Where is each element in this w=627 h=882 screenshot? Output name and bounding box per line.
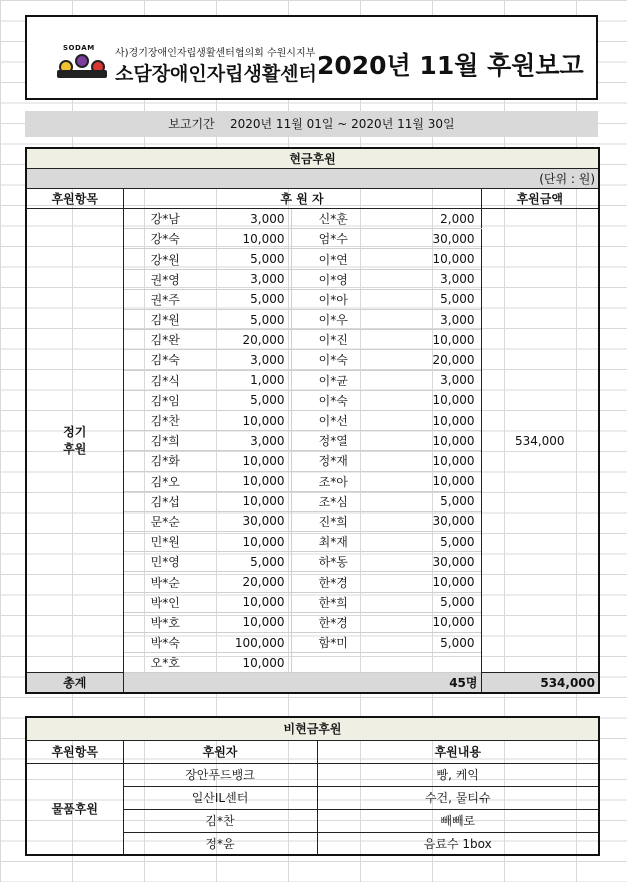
cash-section-title: 현금후원 — [26, 148, 599, 168]
report-period: 보고기간 2020년 11월 01일 ~ 2020년 11월 30일 — [25, 111, 598, 137]
donor-name: 박*순 — [123, 572, 207, 592]
donor-amount: 10,000 — [207, 653, 291, 673]
donor-amount: 10,000 — [375, 451, 481, 471]
donor-amount: 20,000 — [375, 350, 481, 370]
donor-amount: 3,000 — [207, 431, 291, 451]
donor-name: 오*호 — [123, 653, 207, 673]
donor-name: 조*아 — [291, 471, 375, 491]
donor-amount: 5,000 — [375, 633, 481, 653]
donor-name: 김*원 — [123, 310, 207, 330]
donor-name: 한*경 — [291, 572, 375, 592]
donor-amount: 10,000 — [375, 612, 481, 632]
noncash-content: 수건, 물티슈 — [317, 786, 599, 809]
noncash-content: 음료수 1box — [317, 832, 599, 855]
organization-logo — [55, 42, 315, 94]
donor-amount: 100,000 — [207, 633, 291, 653]
donor-amount: 5,000 — [207, 552, 291, 572]
organization-subtitle: 사)경기장애인자립생활센터협의회 수원시지부 — [115, 48, 316, 59]
logo-wordmark: SODAM — [63, 44, 95, 52]
donor-name: 권*주 — [123, 289, 207, 309]
donor-amount: 10,000 — [375, 431, 481, 451]
donor-name: 김*섭 — [123, 491, 207, 511]
donor-amount: 10,000 — [375, 471, 481, 491]
noncash-donor: 장안푸드뱅크 — [123, 763, 317, 786]
donor-name: 강*남 — [123, 209, 207, 229]
donor-amount: 3,000 — [375, 370, 481, 390]
donor-amount: 3,000 — [207, 350, 291, 370]
donor-name: 강*원 — [123, 249, 207, 269]
donor-amount: 1,000 — [207, 370, 291, 390]
donor-name: 강*숙 — [123, 229, 207, 249]
donor-name: 진*희 — [291, 511, 375, 531]
donor-name: 최*재 — [291, 532, 375, 552]
donor-amount: 10,000 — [207, 612, 291, 632]
donor-name: 김*식 — [123, 370, 207, 390]
column-header-item: 후원항목 — [26, 188, 123, 208]
donor-name: 문*순 — [123, 511, 207, 531]
donor-amount: 5,000 — [207, 390, 291, 410]
donor-name: 정*재 — [291, 451, 375, 471]
unit-label: (단위 : 원) — [26, 168, 599, 188]
donor-name: 김*숙 — [123, 350, 207, 370]
donor-amount: 10,000 — [207, 229, 291, 249]
donor-name: 한*경 — [291, 612, 375, 632]
organization-name: 소담장애인자립생활센터 — [115, 63, 317, 85]
category-goods-donation: 물품후원 — [26, 763, 123, 855]
donor-name: 이*선 — [291, 410, 375, 430]
noncash-header-donor: 후원자 — [123, 740, 317, 763]
noncash-header-content: 후원내용 — [317, 740, 599, 763]
donor-name: 박*숙 — [123, 633, 207, 653]
donor-name: 박*호 — [123, 612, 207, 632]
donor-amount: 5,000 — [375, 289, 481, 309]
donor-name: 엄*수 — [291, 229, 375, 249]
donor-name: 이*진 — [291, 330, 375, 350]
donor-name: 이*연 — [291, 249, 375, 269]
total-row — [26, 673, 599, 693]
donor-amount: 10,000 — [207, 491, 291, 511]
donor-amount — [375, 653, 481, 673]
column-header-donor: 후 원 자 — [123, 188, 481, 208]
donor-name: 이*숙 — [291, 390, 375, 410]
donor-amount: 10,000 — [207, 471, 291, 491]
donor-amount: 10,000 — [375, 249, 481, 269]
noncash-donor: 일산IL센터 — [123, 786, 317, 809]
donor-name: 신*훈 — [291, 209, 375, 229]
donor-amount: 10,000 — [207, 592, 291, 612]
donor-amount: 10,000 — [207, 451, 291, 471]
donor-amount: 3,000 — [207, 269, 291, 289]
donor-amount: 5,000 — [207, 249, 291, 269]
donor-name: 이*균 — [291, 370, 375, 390]
noncash-content: 빵, 케익 — [317, 763, 599, 786]
donor-amount: 30,000 — [207, 511, 291, 531]
donor-name — [291, 653, 375, 673]
donor-amount: 10,000 — [375, 390, 481, 410]
donor-amount: 5,000 — [207, 310, 291, 330]
donor-amount: 30,000 — [375, 229, 481, 249]
donor-amount: 5,000 — [375, 592, 481, 612]
donor-name: 하*동 — [291, 552, 375, 572]
donor-amount: 2,000 — [375, 209, 481, 229]
total-amount: 534,000 — [481, 673, 599, 693]
donor-name: 박*인 — [123, 592, 207, 612]
donor-amount: 5,000 — [375, 532, 481, 552]
donor-amount: 3,000 — [375, 269, 481, 289]
donor-amount: 10,000 — [375, 410, 481, 430]
donor-amount: 10,000 — [375, 572, 481, 592]
noncash-content: 빼빼로 — [317, 809, 599, 832]
category-regular-donation: 정기 후원 — [26, 209, 123, 673]
donor-name: 김*찬 — [123, 410, 207, 430]
logo-base-icon — [57, 70, 107, 78]
donor-amount: 3,000 — [375, 310, 481, 330]
donor-name: 한*희 — [291, 592, 375, 612]
donor-name: 민*영 — [123, 552, 207, 572]
category-total-amount: 534,000 — [481, 209, 599, 673]
donor-amount: 5,000 — [375, 491, 481, 511]
donor-name: 이*우 — [291, 310, 375, 330]
donor-name: 이*아 — [291, 289, 375, 309]
donor-amount: 10,000 — [207, 532, 291, 552]
noncash-donor: 정*윤 — [123, 832, 317, 855]
donor-name: 김*임 — [123, 390, 207, 410]
report-title: 2020년 11월 후원보고 — [317, 51, 584, 80]
donor-name: 김*완 — [123, 330, 207, 350]
donor-amount: 10,000 — [375, 330, 481, 350]
donor-amount: 30,000 — [375, 552, 481, 572]
donor-amount: 30,000 — [375, 511, 481, 531]
donor-name: 이*숙 — [291, 350, 375, 370]
donor-amount: 20,000 — [207, 572, 291, 592]
donor-amount: 10,000 — [207, 410, 291, 430]
total-count: 45명 — [123, 673, 481, 693]
donor-name: 김*오 — [123, 471, 207, 491]
noncash-header-item: 후원항목 — [26, 740, 123, 763]
noncash-donor: 김*찬 — [123, 809, 317, 832]
donor-row — [26, 209, 599, 229]
noncash-row — [26, 763, 599, 786]
total-label: 총계 — [26, 673, 123, 693]
column-header-amount: 후원금액 — [481, 188, 599, 208]
cash-donation-table — [25, 147, 600, 694]
donor-name: 김*희 — [123, 431, 207, 451]
donor-amount: 3,000 — [207, 209, 291, 229]
report-header — [25, 15, 598, 100]
noncash-donation-table — [25, 716, 600, 856]
donor-name: 김*화 — [123, 451, 207, 471]
donor-name: 조*심 — [291, 491, 375, 511]
donor-name: 권*영 — [123, 269, 207, 289]
donor-name: 이*영 — [291, 269, 375, 289]
donor-amount: 5,000 — [207, 289, 291, 309]
donor-amount: 20,000 — [207, 330, 291, 350]
donor-name: 정*열 — [291, 431, 375, 451]
noncash-section-title: 비현금후원 — [26, 717, 599, 740]
donor-name: 함*미 — [291, 633, 375, 653]
donor-name: 민*원 — [123, 532, 207, 552]
